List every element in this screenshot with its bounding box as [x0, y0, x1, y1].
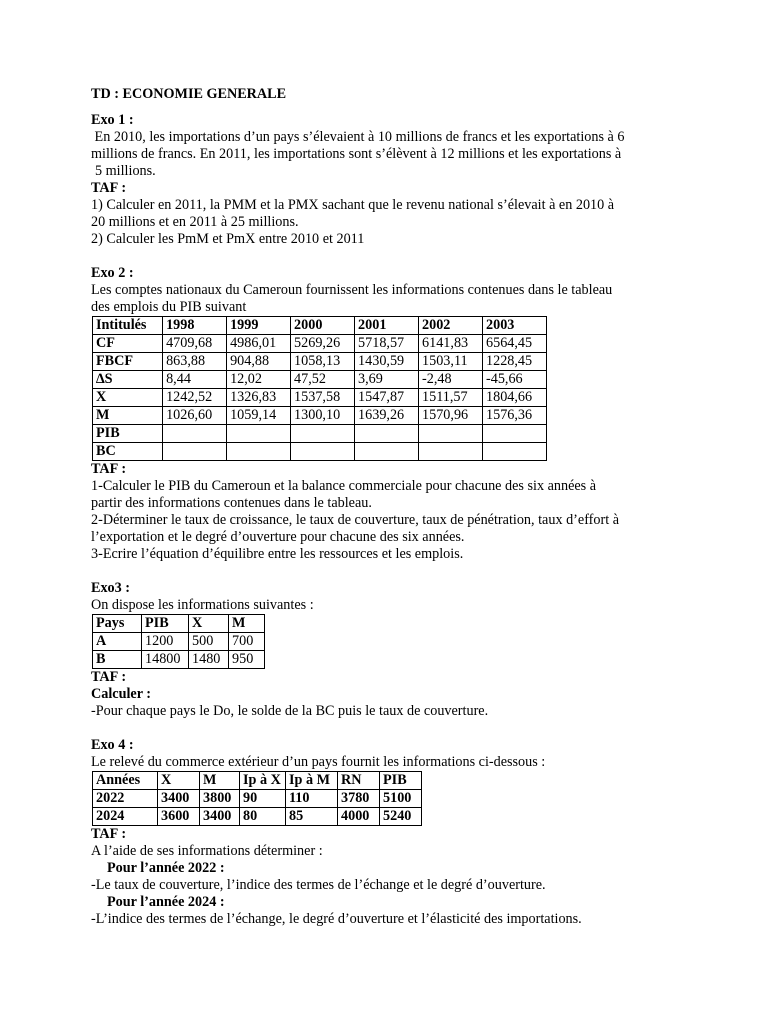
- exo2-task-1: 1-Calculer le PIB du Cameroun et la balance commerciale pour chacune des six années à: [91, 478, 597, 494]
- table-cell: 2022: [93, 790, 158, 808]
- table-cell: [291, 443, 355, 461]
- table-row: [93, 425, 547, 443]
- table-header-cell: X: [158, 772, 200, 790]
- exo3-heading: Exo3 :: [91, 580, 131, 596]
- table-row-label: A: [93, 633, 142, 651]
- exo1-task-1: 1) Calculer en 2011, la PMM et la PMX sachant que le revenu national s’élevait à en 2010 à: [91, 197, 615, 213]
- table-row-label: ∆S: [93, 371, 163, 389]
- table-cell: 950: [229, 651, 265, 669]
- table-header-cell: Pays: [93, 615, 142, 633]
- table-row: [93, 353, 547, 371]
- exo4-year-2024: Pour l’année 2024 :: [107, 894, 225, 910]
- table-cell: [483, 443, 547, 461]
- table-cell: 1059,14: [227, 407, 291, 425]
- table-cell: [291, 425, 355, 443]
- exo1-task-1-cont: 20 millions et en 2011 à 25 millions.: [91, 214, 299, 230]
- table-header-cell: X: [189, 615, 229, 633]
- table-row: [93, 443, 547, 461]
- table-cell: 3400: [158, 790, 200, 808]
- table-cell: 3800: [200, 790, 240, 808]
- table-cell: 1537,58: [291, 389, 355, 407]
- exo4-intro2: A l’aide de ses informations déterminer :: [91, 843, 323, 859]
- table-row-label: CF: [93, 335, 163, 353]
- table-header-row: [93, 772, 422, 790]
- table-cell: 12,02: [227, 371, 291, 389]
- exo1-statement-line-1: En 2010, les importations d’un pays s’élevaient à 10 millions de francs et les exportations à 6: [91, 129, 625, 145]
- table-cell: 1200: [142, 633, 189, 651]
- table-header-cell: Ip à X: [240, 772, 286, 790]
- table-row: [93, 389, 547, 407]
- exo1-taf: TAF :: [91, 180, 127, 196]
- table-row-label: FBCF: [93, 353, 163, 371]
- table-header-cell: PIB: [380, 772, 422, 790]
- table-cell: [419, 425, 483, 443]
- table-header-row: [93, 615, 265, 633]
- table-cell: 1570,96: [419, 407, 483, 425]
- table-cell: 1547,87: [355, 389, 419, 407]
- table-cell: 700: [229, 633, 265, 651]
- table-header-cell: M: [229, 615, 265, 633]
- exo3-taf: TAF :: [91, 669, 127, 685]
- table-cell: -2,48: [419, 371, 483, 389]
- table-cell: 4000: [338, 808, 380, 826]
- exo3-calc: Calculer :: [91, 686, 152, 702]
- table-row: [93, 633, 265, 651]
- table-header-row: [93, 317, 547, 335]
- table-cell: 14800: [142, 651, 189, 669]
- exo4-task-2022: -Le taux de couverture, l’indice des termes de l’échange et le degré d’ouverture.: [91, 877, 546, 893]
- table-cell: 1228,45: [483, 353, 547, 371]
- table-cell: [355, 443, 419, 461]
- table-cell: 6141,83: [419, 335, 483, 353]
- table-row-label: M: [93, 407, 163, 425]
- exo1-heading: Exo 1 :: [91, 112, 134, 128]
- table-header-cell: PIB: [142, 615, 189, 633]
- table-row-label: B: [93, 651, 142, 669]
- table-cell: 3400: [200, 808, 240, 826]
- table-row-label: PIB: [93, 425, 163, 443]
- table-cell: 1430,59: [355, 353, 419, 371]
- table-cell: [355, 425, 419, 443]
- table-cell: [163, 425, 227, 443]
- table-cell: 5240: [380, 808, 422, 826]
- table-cell: 6564,45: [483, 335, 547, 353]
- table-cell: [163, 443, 227, 461]
- exo3-pays-table: [92, 614, 265, 669]
- table-header-cell: M: [200, 772, 240, 790]
- table-cell: 3,69: [355, 371, 419, 389]
- table-row: [93, 808, 422, 826]
- table-cell: [419, 443, 483, 461]
- table-cell: 110: [286, 790, 338, 808]
- table-cell: 1511,57: [419, 389, 483, 407]
- table-header-cell: 2002: [419, 317, 483, 335]
- table-cell: 5100: [380, 790, 422, 808]
- table-header-cell: 2003: [483, 317, 547, 335]
- exo1-task-2: 2) Calculer les PmM et PmX entre 2010 et 2011: [91, 231, 365, 247]
- table-row-label: BC: [93, 443, 163, 461]
- exo2-taf: TAF :: [91, 461, 127, 477]
- exo2-intro-line-2: des emplois du PIB suivant: [91, 299, 247, 315]
- table-header-cell: 1999: [227, 317, 291, 335]
- exo2-pib-table: [92, 316, 547, 461]
- table-header-cell: Intitulés: [93, 317, 163, 335]
- exo2-intro-line-1: Les comptes nationaux du Cameroun fournissent les informations contenues dans le tableau: [91, 282, 613, 298]
- table-cell: 4986,01: [227, 335, 291, 353]
- table-cell: [227, 425, 291, 443]
- table-cell: [227, 443, 291, 461]
- table-cell: 1503,11: [419, 353, 483, 371]
- exo2-task-2-cont: l’exportation et le degré d’ouverture pour chacune des six années.: [91, 529, 465, 545]
- table-header-cell: 2000: [291, 317, 355, 335]
- table-header-cell: Ip à M: [286, 772, 338, 790]
- table-row: [93, 790, 422, 808]
- table-cell: -45,66: [483, 371, 547, 389]
- table-header-cell: 1998: [163, 317, 227, 335]
- exo2-task-3: 3-Ecrire l’équation d’équilibre entre les ressources et les emplois.: [91, 546, 464, 562]
- table-cell: 863,88: [163, 353, 227, 371]
- table-cell: 904,88: [227, 353, 291, 371]
- table-cell: 1026,60: [163, 407, 227, 425]
- table-cell: [483, 425, 547, 443]
- table-cell: 5718,57: [355, 335, 419, 353]
- exo4-task-2024: -L’indice des termes de l’échange, le degré d’ouverture et l’élasticité des importations.: [91, 911, 582, 927]
- table-cell: 85: [286, 808, 338, 826]
- table-cell: 2024: [93, 808, 158, 826]
- table-cell: 1804,66: [483, 389, 547, 407]
- exo2-task-1-cont: partir des informations contenues dans le tableau.: [91, 495, 372, 511]
- table-cell: 1639,26: [355, 407, 419, 425]
- exo4-taf: TAF :: [91, 826, 127, 842]
- exo4-heading: Exo 4 :: [91, 737, 134, 753]
- exo1-statement-line-3: 5 millions.: [95, 163, 156, 179]
- table-cell: 1480: [189, 651, 229, 669]
- exo4-intro: Le relevé du commerce extérieur d’un pays fournit les informations ci-dessous :: [91, 754, 546, 770]
- table-row: [93, 335, 547, 353]
- table-cell: 80: [240, 808, 286, 826]
- table-header-cell: Années: [93, 772, 158, 790]
- table-header-cell: 2001: [355, 317, 419, 335]
- exo3-task: -Pour chaque pays le Do, le solde de la BC puis le taux de couverture.: [91, 703, 489, 719]
- table-cell: 5269,26: [291, 335, 355, 353]
- table-header-cell: RN: [338, 772, 380, 790]
- table-cell: 3780: [338, 790, 380, 808]
- document-content: [91, 86, 681, 928]
- table-cell: 1300,10: [291, 407, 355, 425]
- table-cell: 4709,68: [163, 335, 227, 353]
- exo1-statement-line-2: millions de francs. En 2011, les importations sont s’élèvent à 12 millions et les exportations à: [91, 146, 622, 162]
- table-cell: 1058,13: [291, 353, 355, 371]
- table-cell: 90: [240, 790, 286, 808]
- table-row: [93, 651, 265, 669]
- table-cell: 8,44: [163, 371, 227, 389]
- table-cell: 3600: [158, 808, 200, 826]
- table-row-label: X: [93, 389, 163, 407]
- exo2-heading: Exo 2 :: [91, 265, 134, 281]
- table-cell: 47,52: [291, 371, 355, 389]
- table-row: [93, 407, 547, 425]
- table-cell: 1576,36: [483, 407, 547, 425]
- document-title: TD : ECONOMIE GENERALE: [91, 86, 287, 102]
- table-cell: 1326,83: [227, 389, 291, 407]
- table-cell: 1242,52: [163, 389, 227, 407]
- table-cell: 500: [189, 633, 229, 651]
- exo2-task-2: 2-Déterminer le taux de croissance, le taux de couverture, taux de pénétration, taux d’effort à: [91, 512, 619, 528]
- exo4-commerce-table: [92, 771, 422, 826]
- exo3-intro: On dispose les informations suivantes :: [91, 597, 314, 613]
- exo4-year-2022: Pour l’année 2022 :: [107, 860, 225, 876]
- table-row: [93, 371, 547, 389]
